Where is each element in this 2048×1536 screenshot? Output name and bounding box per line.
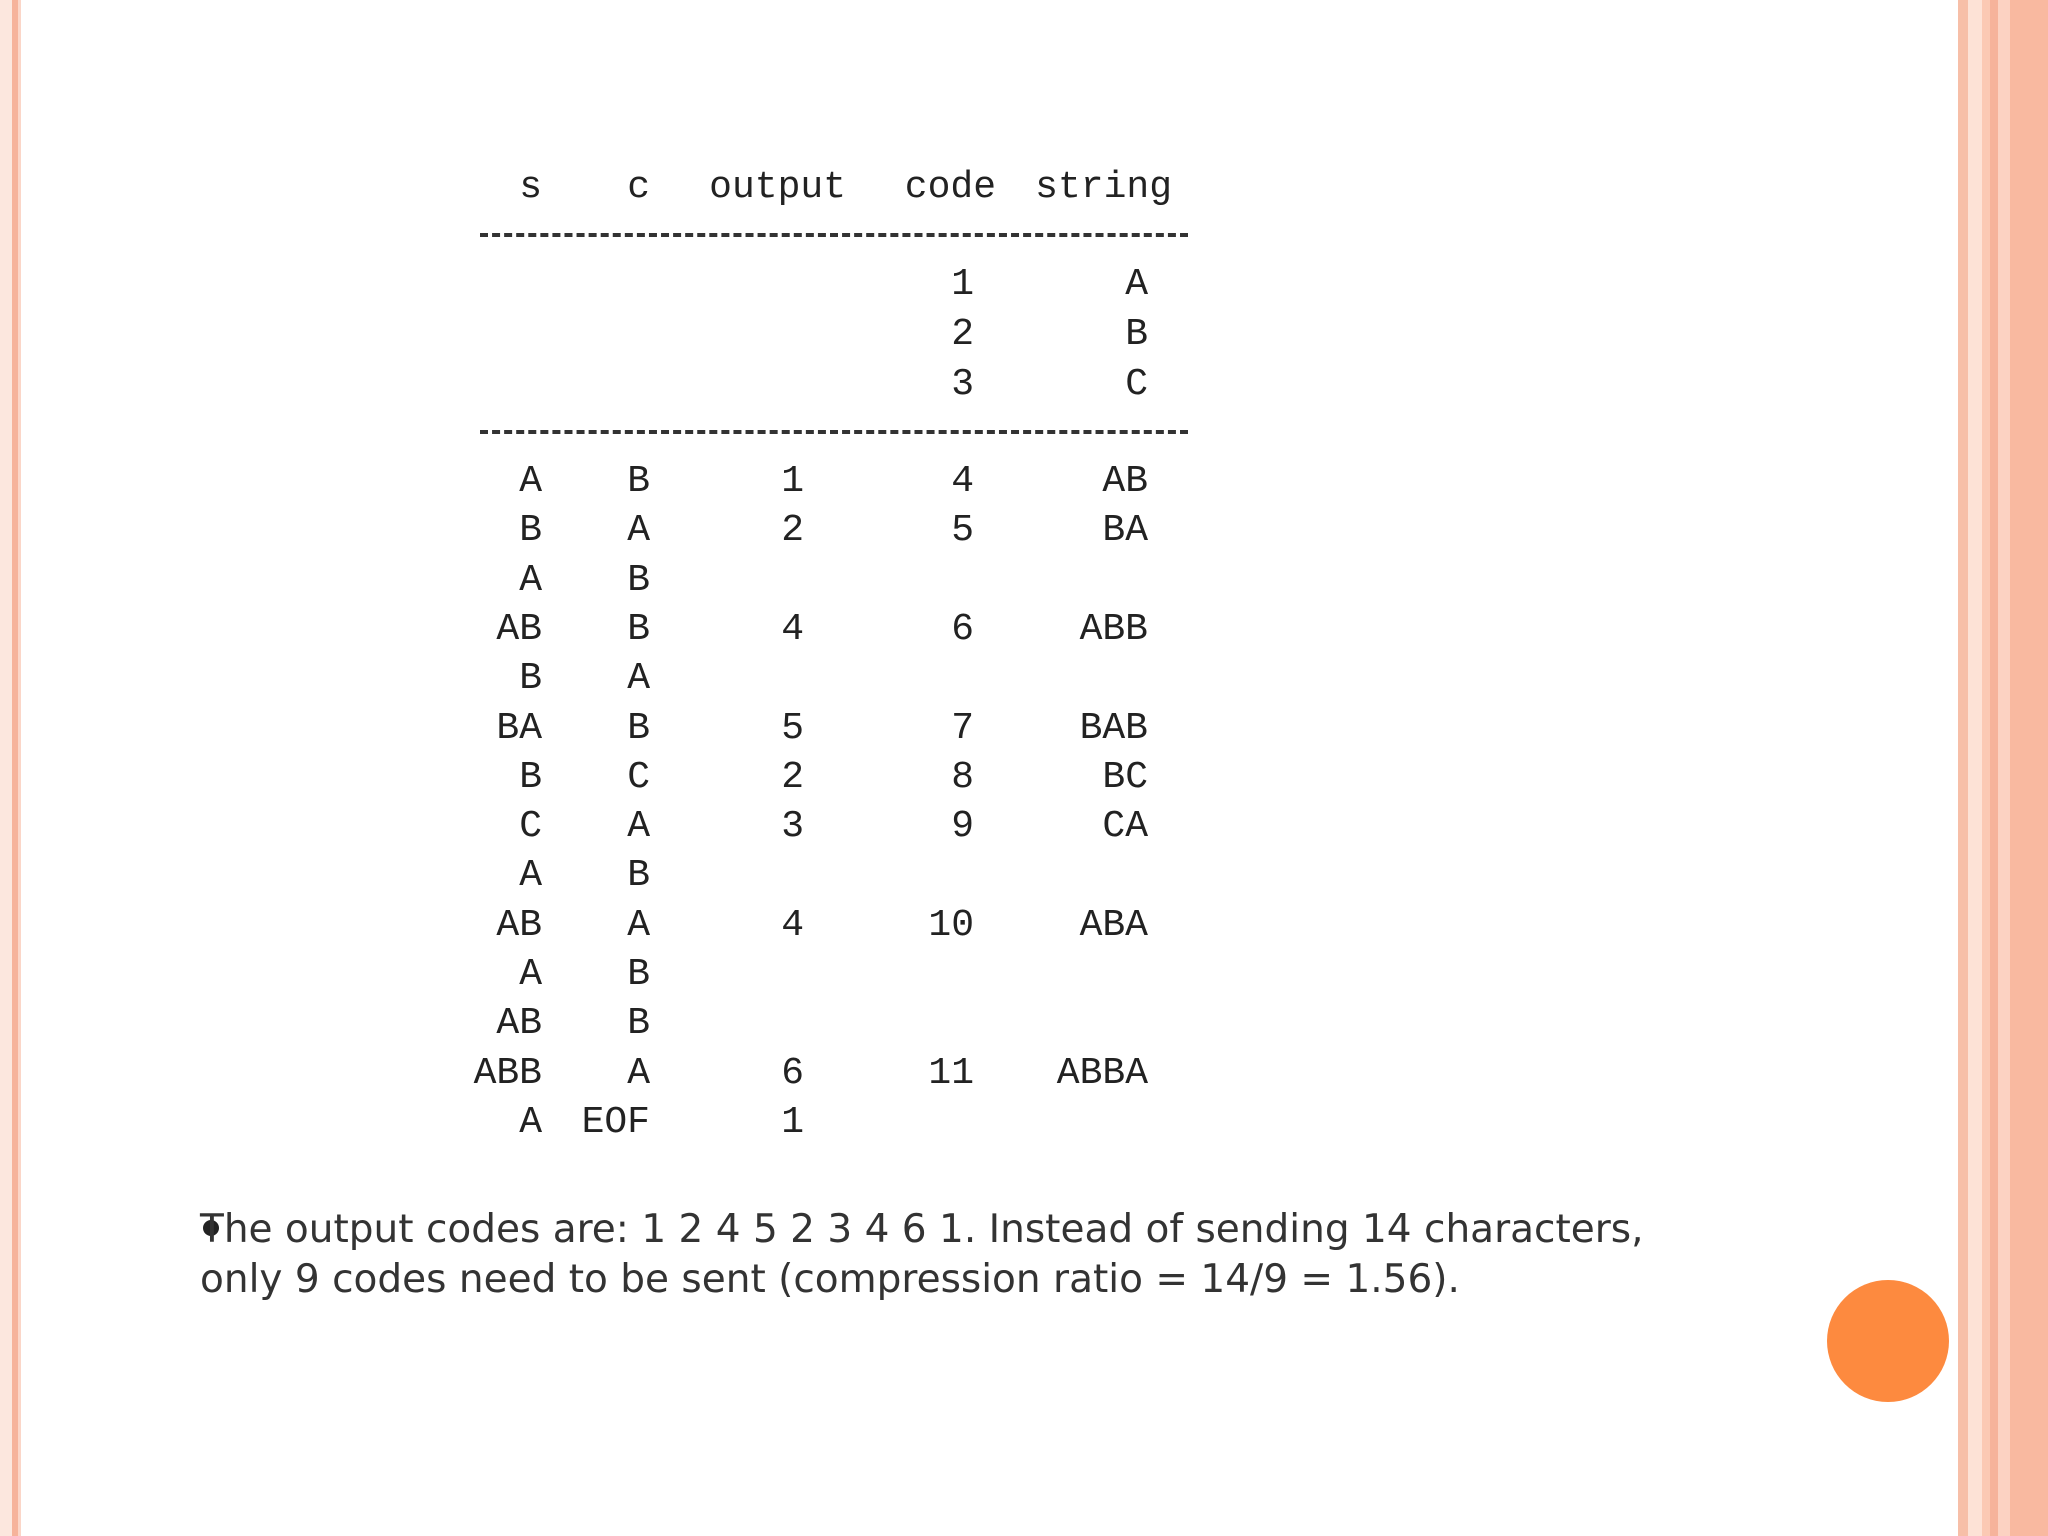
column-header-c: c — [627, 166, 650, 209]
table-cell-string: BAB — [1079, 707, 1148, 750]
table-cell-c: A — [627, 904, 650, 947]
table-cell-c: A — [627, 657, 650, 700]
table-cell-c: C — [627, 756, 650, 799]
table-cell-c: B — [627, 1002, 650, 1045]
column-header-string: string — [1035, 166, 1172, 209]
table-cell-c: B — [627, 559, 650, 602]
decorative-circle — [1827, 1280, 1949, 1402]
table-cell-c: EOF — [581, 1101, 650, 1144]
table-cell-code: 7 — [951, 707, 974, 750]
column-header-code: code — [904, 166, 996, 209]
table-cell-output: 2 — [781, 509, 804, 552]
table-cell-string: AB — [1102, 460, 1148, 503]
table-cell-c: B — [627, 953, 650, 996]
column-header-output: output — [709, 166, 846, 209]
table-cell-output: 6 — [781, 1052, 804, 1095]
table-cell-s: A — [519, 460, 542, 503]
table-cell-string: BC — [1102, 756, 1148, 799]
column-header-s: s — [519, 166, 542, 209]
table-cell-s: A — [519, 559, 542, 602]
table-cell-s: A — [519, 953, 542, 996]
left-border-strip — [0, 0, 12, 1536]
table-cell-code: 6 — [951, 608, 974, 651]
table-cell-s: B — [519, 756, 542, 799]
table-cell-s: AB — [496, 1002, 542, 1045]
table-cell-c: B — [627, 608, 650, 651]
right-border-strip — [1998, 0, 2010, 1536]
table-cell-c: A — [627, 805, 650, 848]
right-border-strip — [1968, 0, 1982, 1536]
right-border-strip — [1990, 0, 1998, 1536]
table-cell-output: 1 — [781, 460, 804, 503]
table-cell-c: B — [627, 707, 650, 750]
init-code-cell: 2 — [951, 313, 974, 356]
init-divider — [480, 430, 1188, 434]
table-cell-string: BA — [1102, 509, 1148, 552]
summary-line-1: The output codes are: 1 2 4 5 2 3 4 6 1. Instead of sending 14 characters, — [200, 1207, 1644, 1252]
right-border-strip — [2010, 0, 2048, 1536]
table-cell-s: C — [519, 805, 542, 848]
table-cell-code: 5 — [951, 509, 974, 552]
table-cell-c: B — [627, 460, 650, 503]
table-cell-string: ABB — [1079, 608, 1148, 651]
table-cell-c: A — [627, 509, 650, 552]
table-cell-code: 9 — [951, 805, 974, 848]
summary-line-2: only 9 codes need to be sent (compression ratio = 14/9 = 1.56). — [200, 1257, 1460, 1302]
init-code-cell: 3 — [951, 363, 974, 406]
table-cell-code: 8 — [951, 756, 974, 799]
table-cell-c: A — [627, 1052, 650, 1095]
table-cell-s: BA — [496, 707, 542, 750]
table-cell-output: 3 — [781, 805, 804, 848]
table-cell-s: B — [519, 509, 542, 552]
table-cell-output: 2 — [781, 756, 804, 799]
init-code-cell: 1 — [951, 263, 974, 306]
table-cell-s: A — [519, 1101, 542, 1144]
init-string-cell: A — [1125, 263, 1148, 306]
table-cell-output: 1 — [781, 1101, 804, 1144]
table-cell-string: CA — [1102, 805, 1148, 848]
table-cell-output: 5 — [781, 707, 804, 750]
table-cell-output: 4 — [781, 608, 804, 651]
table-cell-string: ABBA — [1056, 1052, 1148, 1095]
table-cell-s: AB — [496, 904, 542, 947]
header-divider — [480, 233, 1188, 237]
table-cell-code: 11 — [928, 1052, 974, 1095]
table-cell-s: B — [519, 657, 542, 700]
init-string-cell: C — [1125, 363, 1148, 406]
table-cell-string: ABA — [1079, 904, 1148, 947]
table-cell-code: 10 — [928, 904, 974, 947]
table-cell-output: 4 — [781, 904, 804, 947]
right-border-strip — [1982, 0, 1990, 1536]
summary-text — [200, 1205, 1800, 1305]
table-cell-s: AB — [496, 608, 542, 651]
table-cell-code: 4 — [951, 460, 974, 503]
right-border-strip — [1958, 0, 1968, 1536]
table-cell-s: ABB — [473, 1052, 542, 1095]
init-string-cell: B — [1125, 313, 1148, 356]
table-cell-s: A — [519, 854, 542, 897]
table-cell-c: B — [627, 854, 650, 897]
left-border-strip — [18, 0, 21, 1536]
